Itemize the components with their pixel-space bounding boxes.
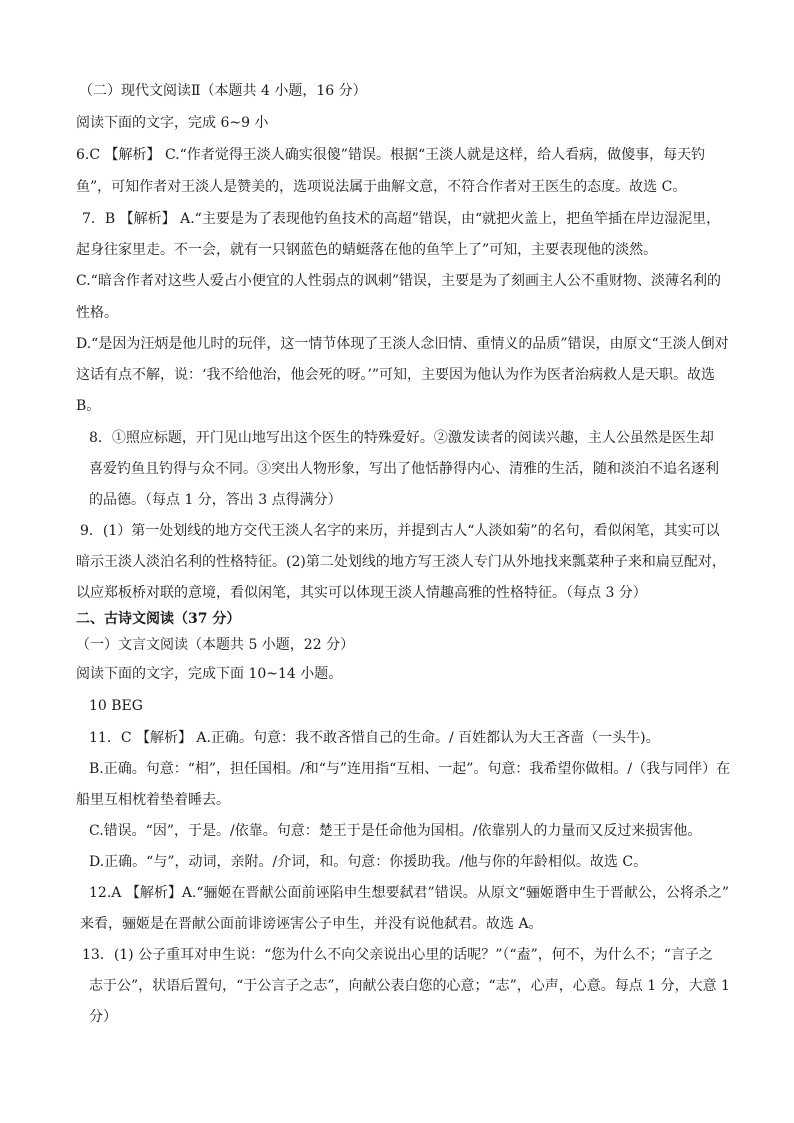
- answer-11-line-2: B.正确。句意：“相”，担任国相。/和“与”连用指“互相、一起”。句意：我希望你做相。/（我与同伴）在: [89, 761, 731, 777]
- subsection-heading: （一）文言文阅读（本题共 5 小题，22 分）: [76, 637, 355, 653]
- answer-12-line-2: 来看，骊姬是在晋献公面前诽谤诬害公子申生，并没有说他弑君。故选 A。: [80, 916, 543, 932]
- answer-11-line-3: 船里互相枕着垫着睡去。: [76, 792, 230, 808]
- answer-7-line-2: 起身往家里走。不一会，就有一只钢蓝色的蜻蜓落在他的鱼竿上了”可知，主要表现他的淡然。: [76, 242, 658, 258]
- answer-7-line-4: 性格。: [76, 305, 118, 321]
- answer-8-line-1: 8．①照应标题，开门见山地写出这个医生的特殊爱好。②激发读者的阅读兴趣，主人公虽然是医生却: [89, 430, 714, 446]
- answer-13-line-2: 志于公”，状语后置句，“于公言子之志”，向献公表白您的心意；“志”，心声，心意。每点 1 分，大意 1: [89, 978, 730, 994]
- answer-8-line-3: 的品德。（每点 1 分，答出 3 点得满分）: [89, 492, 342, 508]
- answer-11-line-5: D.正确。“与”，动词，亲附。/介词，和。句意：你援助我。/他与你的年龄相似。故选 C。: [89, 854, 648, 870]
- answer-11-line-4: C.错误。“因”，于是。/依靠。句意：楚王于是任命他为国相。/依靠别人的力量而又反过来损害他。: [89, 823, 702, 839]
- section-heading: （二）现代文阅读Ⅱ（本题共 4 小题，16 分）: [79, 83, 367, 99]
- answer-7-line-1: 7．B 【解析】 A.“主要是为了表现他钓鱼技术的高超”错误，由“就把火盖上，把鱼竿插在岸边湿泥里，: [82, 211, 721, 227]
- answer-8-line-2: 喜爱钓鱼且钓得与众不同。③突出人物形象，写出了他恬静得内心、清雅的生活，随和淡泊不追名逐利: [89, 461, 719, 477]
- answer-9-line-3: 以应郑板桥对联的意境，看似闲笔，其实可以体现王淡人情趣高雅的性格特征。（每点 3 分）: [76, 585, 647, 601]
- answer-10: 10 BEG: [89, 698, 143, 714]
- answer-11-line-1: 11．C 【解析】 A.正确。句意：我不敢吝惜自己的生命。/ 百姓都认为大王吝啬（一头牛)。: [89, 730, 660, 746]
- answer-7-line-5: D.“是因为汪炳是他儿时的玩伴，这一情节体现了王淡人念旧情、重情义的品质”错误，由原文“王淡人倒对: [76, 336, 729, 352]
- answer-9-line-1: 9．(1）第一处划线的地方交代王淡人名字的来历，并提到古人“人淡如菊”的名句，看似闲笔，其实可以: [80, 523, 720, 539]
- section-heading-classical: 二、古诗文阅读（37 分）: [76, 611, 241, 627]
- answer-13-line-1: 13．(1) 公子重耳对申生说：“您为什么不向父亲说出心里的话呢？”（“盍”，何不，为什么不；“言子之: [82, 947, 713, 963]
- answer-12-line-1: 12.A 【解析】A.“骊姬在晋献公面前诬陷申生想要弑君”错误。从原文“骊姬谮申生于晋献公，公将杀之”: [89, 885, 730, 901]
- answer-9-line-2: 暗示王淡人淡泊名利的性格特征。(2)第二处划线的地方写王淡人专门从外地找来瓢菜种子来和扁豆配对，: [76, 554, 726, 570]
- answer-6-line-2: 鱼”，可知作者对王淡人是赞美的，选项说法属于曲解文意，不符合作者对王医生的态度。故选 C。: [76, 179, 687, 195]
- reading-instruction-2: 阅读下面的文字，完成下面 10~14 小题。: [76, 666, 343, 682]
- answer-6-line-1: 6.C 【解析】 C.“作者觉得王淡人确实很傻”错误。根据“王淡人就是这样，给人看病，做傻事，每天钓: [76, 147, 706, 163]
- answer-7-line-7: B。: [76, 398, 101, 414]
- answer-7-line-6: 这话有点不解，说：‘我不给他治，他会死的呀。’”可知，主要因为他认为作为医者治病救人是天职。故选: [76, 367, 716, 383]
- answer-13-line-3: 分）: [89, 1009, 117, 1025]
- reading-instruction: 阅读下面的文字，完成 6~9 小: [76, 115, 269, 131]
- answer-7-line-3: C.“暗含作者对这些人爱占小便宜的人性弱点的讽刺”错误，主要是为了刻画主人公不重财物、淡薄名利的: [76, 273, 721, 289]
